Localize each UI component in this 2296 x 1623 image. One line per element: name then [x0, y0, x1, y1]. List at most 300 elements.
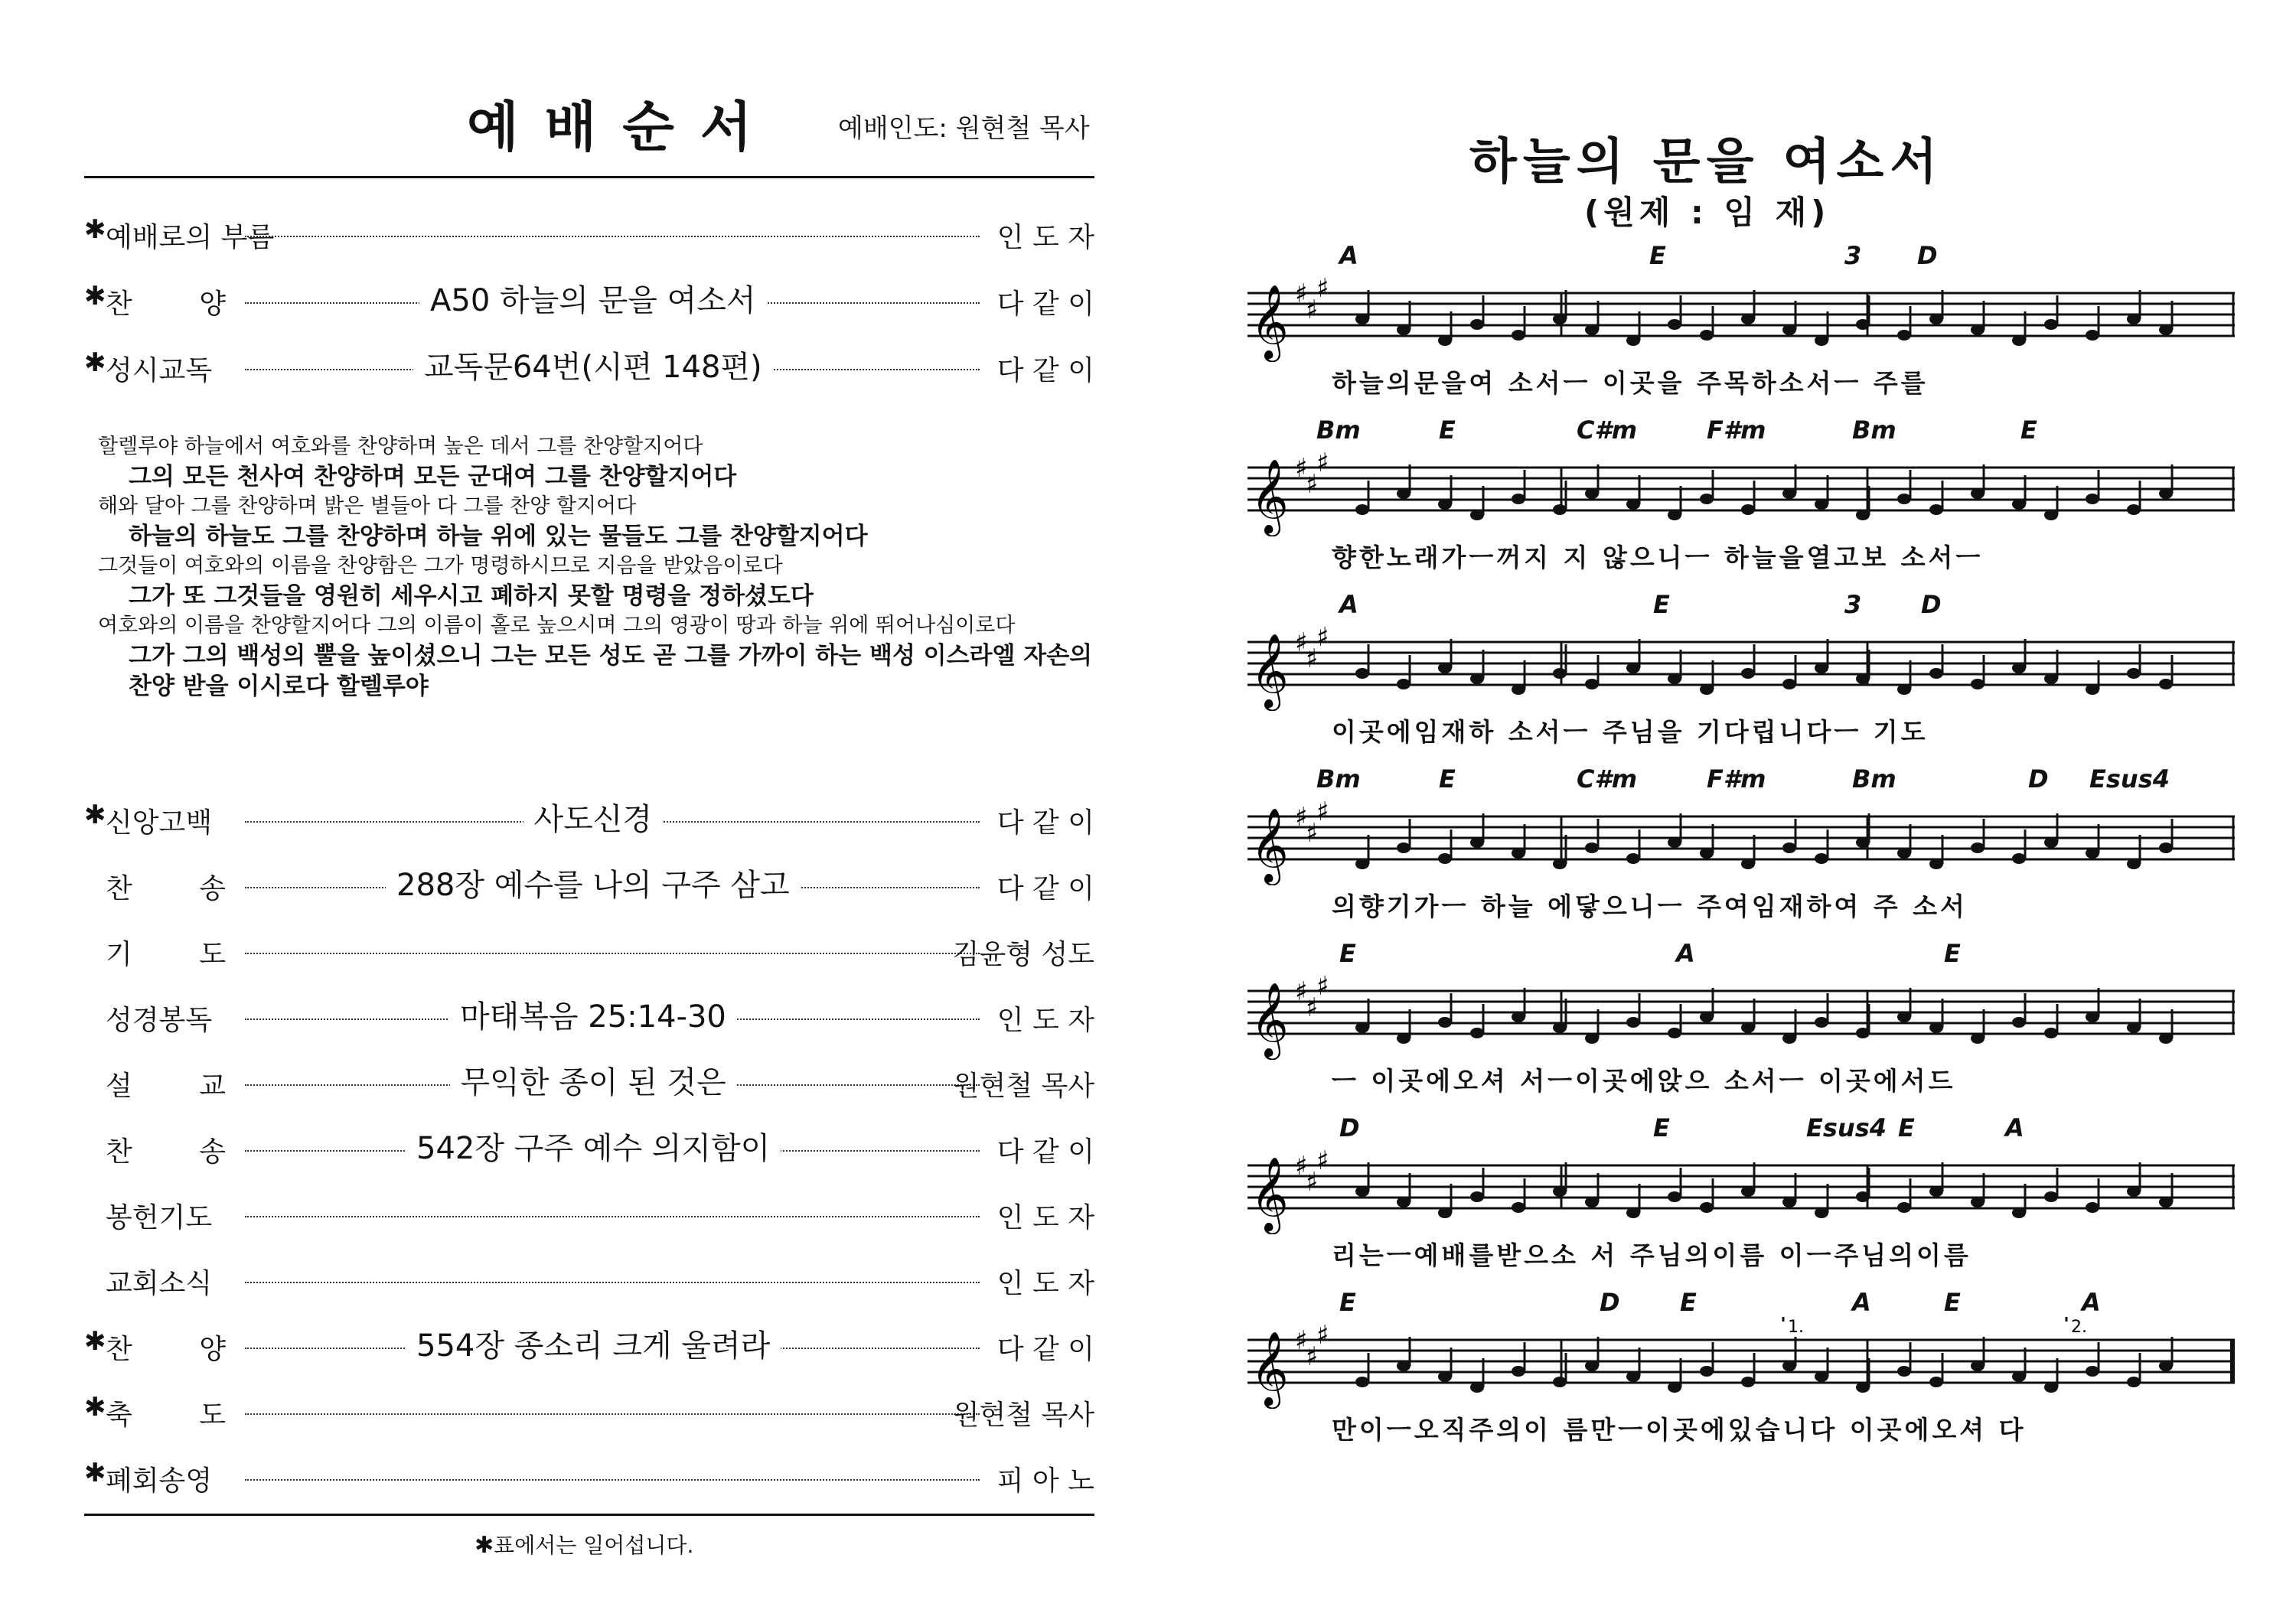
lyrics-text: 하늘의문을여 소서ㅡ 이곳을 주목하소서ㅡ 주를 [1332, 368, 1929, 398]
song-sheet [1225, 115, 2242, 1477]
order-item-person: 다 같 이 [996, 1334, 1094, 1365]
footnote-text: 표에서는 일어섭니다. [494, 1533, 694, 1558]
top-rule [84, 176, 1094, 178]
note-head [1438, 663, 1452, 673]
note-head [1668, 1028, 1681, 1038]
order-item-label: 설 교 [106, 1071, 255, 1102]
order-item-label: 예배로의 부름 [106, 222, 275, 253]
order-item-label: 찬 양 [106, 1334, 255, 1365]
note-head [1929, 504, 1943, 515]
note-head [1585, 488, 1599, 499]
note-head [1668, 1382, 1681, 1393]
leader-dots [245, 1282, 980, 1283]
treble-clef-icon: 𝄞 [1251, 1156, 1289, 1231]
note-head [1741, 859, 1755, 869]
sharp-icon: ♯ [1306, 469, 1319, 500]
chord-symbol: E [1898, 1113, 1915, 1142]
note-head [1626, 1017, 1640, 1028]
note-head [1815, 499, 1828, 510]
staff [1247, 1317, 2235, 1409]
worship-leader: 예배인도: 원현철 목사 [838, 113, 1090, 144]
reading-response-line: 하늘의 하늘도 그를 찬양하며 하늘 위에 있는 물들도 그를 찬양할지어다 [129, 523, 868, 550]
sharp-icon: ♯ [1295, 976, 1308, 1007]
order-row [84, 1121, 1094, 1167]
stand-marker: ✱ [84, 281, 106, 311]
staff [1247, 445, 2235, 536]
chord-symbol: E [2020, 416, 2037, 445]
lyrics-row [1247, 1410, 2235, 1444]
staff-line [1247, 939, 2235, 1096]
chord-symbol: Esus4 [1806, 1113, 1887, 1142]
staff [1247, 619, 2235, 711]
treble-clef-icon: 𝄞 [1251, 458, 1289, 533]
note-head [1626, 663, 1640, 673]
sharp-icon: ♯ [1295, 279, 1308, 309]
note-head [1929, 859, 1943, 869]
stand-marker: ✱ [84, 1458, 106, 1488]
note-head [1668, 673, 1681, 684]
note-head [1971, 324, 1985, 335]
order-row [84, 1187, 1094, 1233]
reading-leader-line: 해와 달아 그를 찬양하며 밝은 별들아 다 그를 찬양 할지어다 [98, 494, 637, 518]
treble-clef-icon: 𝄞 [1251, 1331, 1289, 1406]
note-head [1971, 679, 1985, 689]
note-head [1782, 1361, 1796, 1371]
note-head [2086, 1202, 2099, 1213]
note-head [1470, 837, 1484, 848]
order-row [84, 924, 1094, 970]
order-item-person: 다 같 이 [996, 355, 1094, 386]
note-head [1397, 324, 1411, 335]
chord-symbol: D [1600, 1288, 1620, 1317]
note-head [2044, 1382, 2058, 1393]
note-head [2159, 324, 2173, 335]
order-row [84, 989, 1094, 1035]
note-head [2127, 1377, 2141, 1387]
reading-leader-line: 그것들이 여호와의 이름을 찬양함은 그가 명령하시므로 지음을 받았음이로다 [98, 554, 783, 578]
note-head [2159, 1033, 2173, 1044]
note-head [1929, 668, 1943, 679]
note-head [2127, 314, 2141, 324]
note-head [1470, 1028, 1484, 1038]
sharp-icon: ♯ [1316, 1146, 1329, 1176]
note-head [2127, 668, 2141, 679]
note-head [1470, 1191, 1484, 1202]
note-head [1815, 335, 1828, 346]
order-item-person: 인 도 자 [996, 222, 1094, 253]
note-head [1512, 1202, 1525, 1213]
note-head [2044, 319, 2058, 330]
order-item-label: 찬 송 [106, 873, 255, 904]
lyrics-row [1247, 538, 2235, 572]
order-item-label: 교회소식 [106, 1268, 213, 1299]
note-head [2159, 1361, 2173, 1371]
note-head [2012, 1371, 2026, 1382]
note-head [1626, 335, 1640, 346]
chord-symbol: A [2082, 1288, 2101, 1317]
page-title: 예배순서 [467, 96, 778, 158]
note-head [2086, 1366, 2099, 1377]
note-head [1512, 848, 1525, 859]
stand-marker: ✱ [84, 1326, 106, 1357]
order-row [84, 1318, 1094, 1364]
sharp-icon: ♯ [1306, 295, 1319, 325]
chord-symbol: D [1339, 1113, 1360, 1142]
note-head [1355, 314, 1369, 324]
worship-order [84, 84, 1094, 1584]
staff [1247, 968, 2235, 1060]
note-head [2012, 1207, 2026, 1218]
chord-symbol: E [1649, 241, 1666, 270]
note-head [1856, 1382, 1870, 1393]
note-head [1700, 684, 1714, 695]
note-head [1668, 510, 1681, 520]
order-item-label: 찬 송 [106, 1136, 255, 1168]
note-head [1668, 319, 1681, 330]
chord-symbol: E [1944, 1288, 1961, 1317]
note-head [1929, 1377, 1943, 1387]
note-head [1782, 1033, 1796, 1044]
song-subtitle: (원제 : 임 재) [1584, 194, 1831, 231]
sharp-icon: ♯ [1306, 818, 1319, 849]
note-head [1856, 837, 1870, 848]
note-head [1397, 1197, 1411, 1207]
order-item-person: 다 같 이 [996, 873, 1094, 904]
note-head [1700, 494, 1714, 504]
note-head [1700, 1012, 1714, 1022]
lyrics-text: ㅡ 이곳에오셔 서ㅡ이곳에앉으 소서ㅡ 이곳에서드 [1332, 1066, 1956, 1096]
order-item-title: 554장 종소리 크게 울려라 [406, 1322, 781, 1365]
sharp-icon: ♯ [1295, 453, 1308, 484]
note-head [1897, 330, 1911, 341]
order-row [84, 792, 1094, 838]
order-item-person: 인 도 자 [996, 1202, 1094, 1234]
order-item-label: 폐회송영 [106, 1465, 213, 1497]
note-head [1438, 1017, 1452, 1028]
chord-symbol: E [1339, 939, 1356, 968]
sharp-icon: ♯ [1316, 273, 1329, 304]
note-head [1397, 679, 1411, 689]
order-item-person: 다 같 이 [996, 807, 1094, 839]
chord-row [1247, 241, 2235, 272]
note-head [1438, 1371, 1452, 1382]
note-head [1971, 842, 1985, 853]
sharp-icon: ♯ [1295, 802, 1308, 833]
note-head [1438, 499, 1452, 510]
note-head [1856, 1028, 1870, 1038]
note-head [1626, 853, 1640, 864]
note-head [2159, 1197, 2173, 1207]
order-item-person: 다 같 이 [996, 1136, 1094, 1168]
chord-symbol: E [1439, 764, 1456, 794]
sharp-icon: ♯ [1306, 1167, 1319, 1198]
note-head [1700, 848, 1714, 859]
note-head [1856, 1191, 1870, 1202]
lyrics-text: 만이ㅡ오직주의이 름만ㅡ이곳에있습니다 이곳에오셔 다 [1332, 1415, 2027, 1445]
note-head [1897, 684, 1911, 695]
lyrics-row [1247, 887, 2235, 921]
chord-symbol: D [1917, 241, 1938, 270]
note-head [2012, 335, 2026, 346]
chord-symbol: 3 [1844, 241, 1862, 270]
chord-symbol: A [1852, 1288, 1871, 1317]
reading-response-line: 그가 또 그것들을 영원히 세우시고 폐하지 못할 명령을 정하셨도다 [129, 582, 814, 610]
note-head [2044, 510, 2058, 520]
note-head [1856, 510, 1870, 520]
staff-line [1247, 764, 2235, 921]
order-item-title: 무익한 종이 된 것은 [450, 1058, 737, 1102]
note-head [2127, 504, 2141, 515]
order-item-label: 봉헌기도 [106, 1202, 213, 1234]
sharp-icon: ♯ [1306, 992, 1319, 1023]
note-head [1897, 494, 1911, 504]
staff [1247, 270, 2235, 362]
order-item-person: 피 아 노 [996, 1465, 1094, 1497]
note-head [1553, 504, 1567, 515]
note-head [1856, 319, 1870, 330]
note-head [2044, 1028, 2058, 1038]
note-head [1355, 859, 1369, 869]
note-head [1553, 1022, 1567, 1033]
note-head [1553, 1377, 1567, 1387]
order-item-label: 성시교독 [106, 355, 213, 386]
treble-clef-icon: 𝄞 [1251, 807, 1289, 882]
sharp-icon: ♯ [1295, 1325, 1308, 1356]
order-row [84, 1055, 1094, 1101]
note-head [1815, 1207, 1828, 1218]
chord-symbol: A [1339, 241, 1358, 270]
order-item-person: 원현철 목사 [952, 1400, 1094, 1431]
note-head [1971, 1033, 1985, 1044]
note-head [2159, 842, 2173, 853]
leader-dots [245, 953, 980, 954]
note-head [1355, 668, 1369, 679]
note-head [2127, 1022, 2141, 1033]
order-item-person: 김윤형 성도 [952, 939, 1094, 970]
note-head [1741, 1377, 1755, 1387]
note-head [2086, 494, 2099, 504]
lyrics-row [1247, 1236, 2235, 1269]
lyrics-text: 이곳에임재하 소서ㅡ 주님을 기다립니다ㅡ 기도 [1332, 717, 1929, 747]
note-head [1438, 1207, 1452, 1218]
lyrics-row [1247, 1061, 2235, 1095]
leader-dots [245, 1479, 980, 1481]
note-head [1971, 488, 1985, 499]
chord-symbol: Bm [1316, 764, 1361, 794]
note-head [1553, 314, 1567, 324]
note-head [1585, 1197, 1599, 1207]
note-head [1626, 1207, 1640, 1218]
sharp-icon: ♯ [1316, 797, 1329, 827]
note-head [1782, 324, 1796, 335]
note-head [2044, 1191, 2058, 1202]
note-head [1585, 1361, 1599, 1371]
note-head [1700, 1366, 1714, 1377]
note-head [1971, 1361, 1985, 1371]
note-head [1355, 1377, 1369, 1387]
chord-symbol: 3 [1844, 590, 1862, 619]
chord-symbol: F#m [1707, 416, 1766, 445]
chord-symbol: A [2005, 1113, 2024, 1142]
reading-response-line: 그의 모든 천사여 찬양하며 모든 군대여 그를 찬양할지어다 [129, 463, 737, 490]
chord-symbol: F#m [1707, 764, 1766, 794]
note-head [2012, 853, 2026, 864]
note-head [1470, 1382, 1484, 1393]
chord-row [1247, 416, 2235, 446]
order-row [84, 340, 1094, 386]
chord-symbol: Bm [1316, 416, 1361, 445]
order-item-person: 원현철 목사 [952, 1071, 1094, 1102]
footnote-star: ✱ [475, 1532, 494, 1559]
note-head [2086, 330, 2099, 341]
note-head [1741, 1186, 1755, 1197]
note-head [1470, 510, 1484, 520]
responsive-reading [98, 432, 1093, 702]
leader-dots [245, 236, 980, 237]
sharp-icon: ♯ [1316, 448, 1329, 478]
lyrics-text: 리는ㅡ예배를받으소 서 주님의이름 이ㅡ주님의이름 [1332, 1240, 1971, 1270]
note-head [1741, 504, 1755, 515]
sharp-icon: ♯ [1316, 971, 1329, 1002]
order-item-title: 288장 예수를 나의 구주 삼고 [386, 861, 801, 904]
song-title: 하늘의 문을 여소서 [1469, 134, 1944, 191]
order-item-title: 교독문64번(시편 148편) [413, 343, 773, 386]
note-head [2044, 837, 2058, 848]
note-head [1668, 1191, 1681, 1202]
note-head [1897, 1366, 1911, 1377]
note-head [1700, 1202, 1714, 1213]
lyrics-row [1247, 712, 2235, 746]
note-head [1668, 837, 1681, 848]
chord-symbol: Esus4 [2089, 764, 2170, 794]
note-head [1553, 859, 1567, 869]
sharp-icon: ♯ [1295, 1151, 1308, 1181]
chord-symbol: Bm [1852, 764, 1896, 794]
sharp-icon: ♯ [1295, 627, 1308, 658]
order-row [84, 1450, 1094, 1496]
staff-line [1247, 1113, 2235, 1270]
note-head [1741, 1022, 1755, 1033]
sharp-icon: ♯ [1316, 622, 1329, 653]
order-item-label: 찬 양 [106, 288, 255, 320]
volta-bracket [2066, 1317, 2219, 1322]
note-head [2012, 663, 2026, 673]
note-head [1782, 842, 1796, 853]
note-head [1971, 1197, 1985, 1207]
note-head [1626, 499, 1640, 510]
treble-clef-icon: 𝄞 [1251, 982, 1289, 1057]
chord-symbol: D [2028, 764, 2049, 794]
note-head [1585, 1033, 1599, 1044]
note-head [1782, 679, 1796, 689]
leader-dots [245, 1216, 980, 1217]
chord-row [1247, 1288, 2235, 1318]
note-head [1397, 1033, 1411, 1044]
note-head [1470, 319, 1484, 330]
chord-row [1247, 590, 2235, 621]
note-head [2159, 679, 2173, 689]
note-head [1741, 668, 1755, 679]
staff [1247, 794, 2235, 885]
order-item-title: 542장 구주 예수 의지함이 [406, 1124, 781, 1168]
note-head [1355, 504, 1369, 515]
order-item-person: 인 도 자 [996, 1005, 1094, 1036]
note-head [1929, 1022, 1943, 1033]
order-row [84, 207, 1094, 253]
order-item-person: 다 같 이 [996, 288, 1094, 320]
note-head [1815, 663, 1828, 673]
note-head [1355, 1186, 1369, 1197]
chord-row [1247, 1113, 2235, 1144]
reading-leader-line: 할렐루야 하늘에서 여호와를 찬양하며 높은 데서 그를 찬양할지어다 [98, 435, 703, 458]
note-head [1626, 1371, 1640, 1382]
note-head [1782, 1197, 1796, 1207]
note-head [1929, 1186, 1943, 1197]
note-head [2086, 684, 2099, 695]
treble-clef-icon: 𝄞 [1251, 633, 1289, 708]
stand-marker: ✱ [84, 1392, 106, 1423]
note-head [1897, 848, 1911, 859]
chord-symbol: D [1921, 590, 1942, 619]
staff-line [1247, 416, 2235, 572]
order-item-title: 사도신경 [523, 795, 664, 839]
staff-line [1247, 1288, 2235, 1445]
note-head [1397, 842, 1411, 853]
order-row [84, 858, 1094, 904]
stand-marker: ✱ [84, 800, 106, 830]
note-head [2086, 1012, 2099, 1022]
stand-marker: ✱ [84, 214, 106, 245]
note-head [1553, 1186, 1567, 1197]
footnote [475, 1529, 693, 1559]
note-head [2012, 499, 2026, 510]
note-head [1553, 668, 1567, 679]
order-item-title: 마태복음 25:14-30 [449, 992, 737, 1036]
sharp-icon: ♯ [1306, 644, 1319, 674]
lyrics-row [1247, 363, 2235, 397]
note-head [1815, 1371, 1828, 1382]
order-item-label: 신앙고백 [106, 807, 213, 839]
leader-dots [245, 1413, 980, 1415]
note-head [2086, 848, 2099, 859]
chord-row [1247, 764, 2235, 795]
note-head [1512, 684, 1525, 695]
note-head [1741, 314, 1755, 324]
note-head [2044, 673, 2058, 684]
note-head [1585, 842, 1599, 853]
chord-symbol: E [1439, 416, 1456, 445]
volta-bracket [1783, 1317, 2013, 1322]
note-head [1397, 1361, 1411, 1371]
volta-number: 2. [2071, 1318, 2087, 1337]
bottom-rule [84, 1514, 1094, 1516]
note-head [1512, 1012, 1525, 1022]
chord-symbol: C#m [1577, 764, 1638, 794]
note-head [1585, 679, 1599, 689]
order-item-title: A50 하늘의 문을 여소서 [419, 276, 767, 320]
chord-symbol: Bm [1852, 416, 1896, 445]
note-head [1782, 488, 1796, 499]
order-item-label: 기 도 [106, 939, 255, 970]
note-head [1897, 1202, 1911, 1213]
chord-symbol: A [1339, 590, 1358, 619]
lyrics-text: 향한노래가ㅡ꺼지 지 않으니ㅡ 하늘을열고보 소서ㅡ [1332, 543, 1984, 572]
note-head [1897, 1012, 1911, 1022]
note-head [2127, 859, 2141, 869]
staff-line [1247, 590, 2235, 747]
note-head [1585, 324, 1599, 335]
lyrics-text: 의향기가ㅡ 하늘 에닿으니ㅡ 주여임재하여 주 소서 [1332, 891, 1968, 921]
